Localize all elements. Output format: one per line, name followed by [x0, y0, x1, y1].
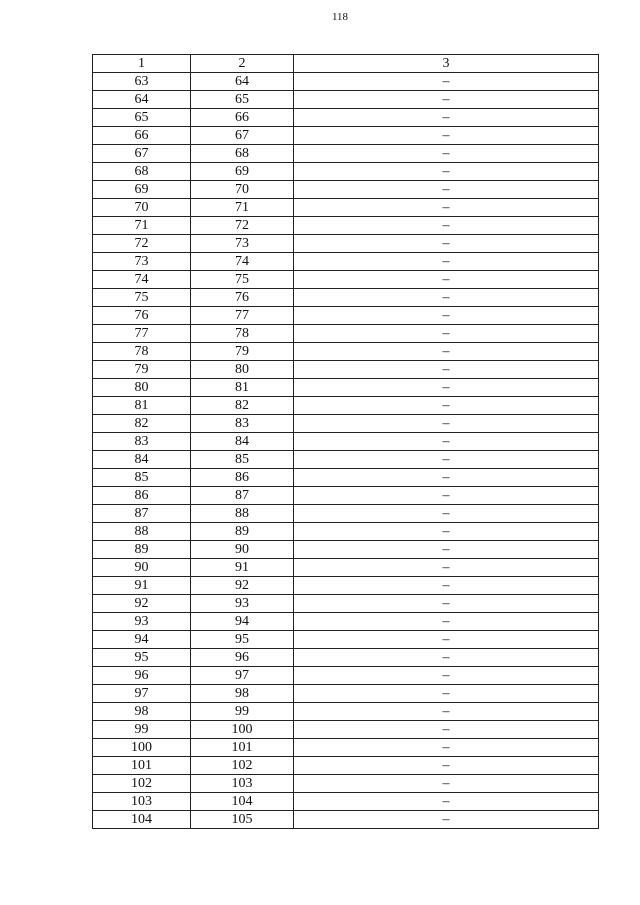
table-cell-col-2: 66 — [191, 109, 294, 127]
table-row — [93, 775, 599, 793]
table-cell-col-1: 77 — [93, 325, 191, 343]
table-cell-col-2: 96 — [191, 649, 294, 667]
table-cell-col-2: 72 — [191, 217, 294, 235]
table-row — [93, 739, 599, 757]
table-row — [93, 505, 599, 523]
table-cell-col-1: 72 — [93, 235, 191, 253]
table-cell-col-1: 99 — [93, 721, 191, 739]
table-row — [93, 73, 599, 91]
table-cell-col-1: 82 — [93, 415, 191, 433]
table-cell-col-2: 105 — [191, 811, 294, 829]
table-cell-col-3: – — [294, 775, 599, 793]
table-row — [93, 721, 599, 739]
table-cell-col-2: 86 — [191, 469, 294, 487]
table-cell-col-3: – — [294, 703, 599, 721]
table-body — [93, 73, 599, 829]
table-header — [93, 55, 599, 73]
table-cell-col-3: – — [294, 415, 599, 433]
table-cell-col-3: – — [294, 289, 599, 307]
table-cell-col-1: 70 — [93, 199, 191, 217]
table-cell-col-3: – — [294, 631, 599, 649]
table-cell-col-2: 70 — [191, 181, 294, 199]
table-cell-col-3: – — [294, 793, 599, 811]
table-cell-col-3: – — [294, 577, 599, 595]
table-cell-col-2: 69 — [191, 163, 294, 181]
table-row — [93, 217, 599, 235]
table-cell-col-2: 68 — [191, 145, 294, 163]
table-cell-col-1: 83 — [93, 433, 191, 451]
table-cell-col-1: 68 — [93, 163, 191, 181]
table-cell-col-2: 87 — [191, 487, 294, 505]
table-cell-col-1: 95 — [93, 649, 191, 667]
table-row — [93, 289, 599, 307]
table-cell-col-2: 84 — [191, 433, 294, 451]
table-cell-col-2: 78 — [191, 325, 294, 343]
table-cell-col-1: 91 — [93, 577, 191, 595]
table-row — [93, 451, 599, 469]
table-cell-col-2: 75 — [191, 271, 294, 289]
table-cell-col-3: – — [294, 667, 599, 685]
table-cell-col-2: 90 — [191, 541, 294, 559]
table-cell-col-1: 86 — [93, 487, 191, 505]
table-cell-col-2: 77 — [191, 307, 294, 325]
table-cell-col-2: 80 — [191, 361, 294, 379]
table-header-row — [93, 55, 599, 73]
table-cell-col-2: 92 — [191, 577, 294, 595]
table-cell-col-2: 95 — [191, 631, 294, 649]
table-row — [93, 703, 599, 721]
table-row — [93, 91, 599, 109]
table-cell-col-1: 71 — [93, 217, 191, 235]
table-cell-col-3: – — [294, 505, 599, 523]
data-table — [92, 54, 599, 829]
table-cell-col-2: 98 — [191, 685, 294, 703]
table-row — [93, 325, 599, 343]
table-cell-col-1: 81 — [93, 397, 191, 415]
table-cell-col-1: 87 — [93, 505, 191, 523]
table-row — [93, 685, 599, 703]
table-cell-col-3: – — [294, 811, 599, 829]
table-row — [93, 379, 599, 397]
table-cell-col-3: – — [294, 487, 599, 505]
table-row — [93, 757, 599, 775]
table-cell-col-2: 74 — [191, 253, 294, 271]
table-cell-col-3: – — [294, 253, 599, 271]
table-cell-col-1: 98 — [93, 703, 191, 721]
table-row — [93, 361, 599, 379]
table-cell-col-3: – — [294, 649, 599, 667]
table-cell-col-3: – — [294, 91, 599, 109]
table-cell-col-3: – — [294, 307, 599, 325]
table-cell-col-2: 83 — [191, 415, 294, 433]
table-row — [93, 667, 599, 685]
table-row — [93, 433, 599, 451]
table-cell-col-3: – — [294, 325, 599, 343]
table-cell-col-1: 97 — [93, 685, 191, 703]
table-cell-col-1: 92 — [93, 595, 191, 613]
table-row — [93, 595, 599, 613]
table-row — [93, 397, 599, 415]
table-cell-col-1: 74 — [93, 271, 191, 289]
table-cell-col-3: – — [294, 451, 599, 469]
table-cell-col-3: – — [294, 145, 599, 163]
table-row — [93, 163, 599, 181]
table-cell-col-1: 102 — [93, 775, 191, 793]
table-cell-col-1: 85 — [93, 469, 191, 487]
table-cell-col-1: 65 — [93, 109, 191, 127]
table-cell-col-3: – — [294, 235, 599, 253]
table-cell-col-3: – — [294, 541, 599, 559]
table-cell-col-3: – — [294, 343, 599, 361]
table-cell-col-2: 79 — [191, 343, 294, 361]
table-row — [93, 559, 599, 577]
table-row — [93, 523, 599, 541]
table-cell-col-2: 73 — [191, 235, 294, 253]
table-row — [93, 271, 599, 289]
table-cell-col-3: – — [294, 595, 599, 613]
table-row — [93, 307, 599, 325]
table-cell-col-3: – — [294, 379, 599, 397]
table-cell-col-3: – — [294, 523, 599, 541]
table-cell-col-1: 73 — [93, 253, 191, 271]
table-row — [93, 109, 599, 127]
table-row — [93, 811, 599, 829]
table-row — [93, 127, 599, 145]
table-cell-col-1: 101 — [93, 757, 191, 775]
table-cell-col-2: 97 — [191, 667, 294, 685]
table-cell-col-1: 103 — [93, 793, 191, 811]
table-cell-col-1: 100 — [93, 739, 191, 757]
table-cell-col-2: 88 — [191, 505, 294, 523]
table-cell-col-1: 75 — [93, 289, 191, 307]
table-cell-col-2: 65 — [191, 91, 294, 109]
table-cell-col-1: 69 — [93, 181, 191, 199]
column-header-2: 2 — [191, 55, 294, 73]
table-cell-col-3: – — [294, 109, 599, 127]
table-row — [93, 469, 599, 487]
table-cell-col-2: 93 — [191, 595, 294, 613]
table-cell-col-1: 79 — [93, 361, 191, 379]
table-cell-col-3: – — [294, 361, 599, 379]
table-cell-col-2: 64 — [191, 73, 294, 91]
table-cell-col-2: 102 — [191, 757, 294, 775]
page-number: 118 — [331, 11, 349, 23]
table-cell-col-2: 67 — [191, 127, 294, 145]
table-cell-col-2: 101 — [191, 739, 294, 757]
table-row — [93, 541, 599, 559]
table-cell-col-1: 80 — [93, 379, 191, 397]
table-cell-col-3: – — [294, 433, 599, 451]
table-cell-col-3: – — [294, 73, 599, 91]
table-cell-col-2: 85 — [191, 451, 294, 469]
table-cell-col-2: 104 — [191, 793, 294, 811]
table-cell-col-1: 67 — [93, 145, 191, 163]
table-row — [93, 613, 599, 631]
table-cell-col-3: – — [294, 559, 599, 577]
table-cell-col-1: 90 — [93, 559, 191, 577]
table-row — [93, 577, 599, 595]
table-row — [93, 343, 599, 361]
table-row — [93, 235, 599, 253]
table-row — [93, 487, 599, 505]
table-cell-col-2: 94 — [191, 613, 294, 631]
table-cell-col-1: 94 — [93, 631, 191, 649]
table-cell-col-2: 100 — [191, 721, 294, 739]
table-cell-col-1: 104 — [93, 811, 191, 829]
table-cell-col-2: 82 — [191, 397, 294, 415]
table-row — [93, 631, 599, 649]
table-row — [93, 145, 599, 163]
table-row — [93, 415, 599, 433]
table-cell-col-3: – — [294, 217, 599, 235]
table-cell-col-2: 89 — [191, 523, 294, 541]
table-row — [93, 253, 599, 271]
table-cell-col-3: – — [294, 721, 599, 739]
table-cell-col-1: 64 — [93, 91, 191, 109]
table-cell-col-3: – — [294, 199, 599, 217]
table-cell-col-3: – — [294, 469, 599, 487]
table-cell-col-3: – — [294, 739, 599, 757]
table-cell-col-1: 93 — [93, 613, 191, 631]
table-cell-col-2: 91 — [191, 559, 294, 577]
table-cell-col-1: 84 — [93, 451, 191, 469]
table-cell-col-1: 66 — [93, 127, 191, 145]
table-cell-col-2: 99 — [191, 703, 294, 721]
column-header-3: 3 — [294, 55, 599, 73]
column-header-1: 1 — [93, 55, 191, 73]
table-cell-col-2: 76 — [191, 289, 294, 307]
table-cell-col-3: – — [294, 613, 599, 631]
table-cell-col-3: – — [294, 127, 599, 145]
table-row — [93, 199, 599, 217]
table-cell-col-3: – — [294, 271, 599, 289]
table-cell-col-1: 88 — [93, 523, 191, 541]
table-cell-col-1: 63 — [93, 73, 191, 91]
table-row — [93, 181, 599, 199]
table-cell-col-2: 81 — [191, 379, 294, 397]
table-cell-col-3: – — [294, 757, 599, 775]
table-cell-col-3: – — [294, 397, 599, 415]
table-cell-col-3: – — [294, 685, 599, 703]
table-cell-col-1: 78 — [93, 343, 191, 361]
table-cell-col-3: – — [294, 163, 599, 181]
table-cell-col-1: 76 — [93, 307, 191, 325]
table-cell-col-1: 96 — [93, 667, 191, 685]
table-row — [93, 649, 599, 667]
table-cell-col-2: 71 — [191, 199, 294, 217]
table-cell-col-2: 103 — [191, 775, 294, 793]
table-cell-col-3: – — [294, 181, 599, 199]
table-cell-col-1: 89 — [93, 541, 191, 559]
table-row — [93, 793, 599, 811]
